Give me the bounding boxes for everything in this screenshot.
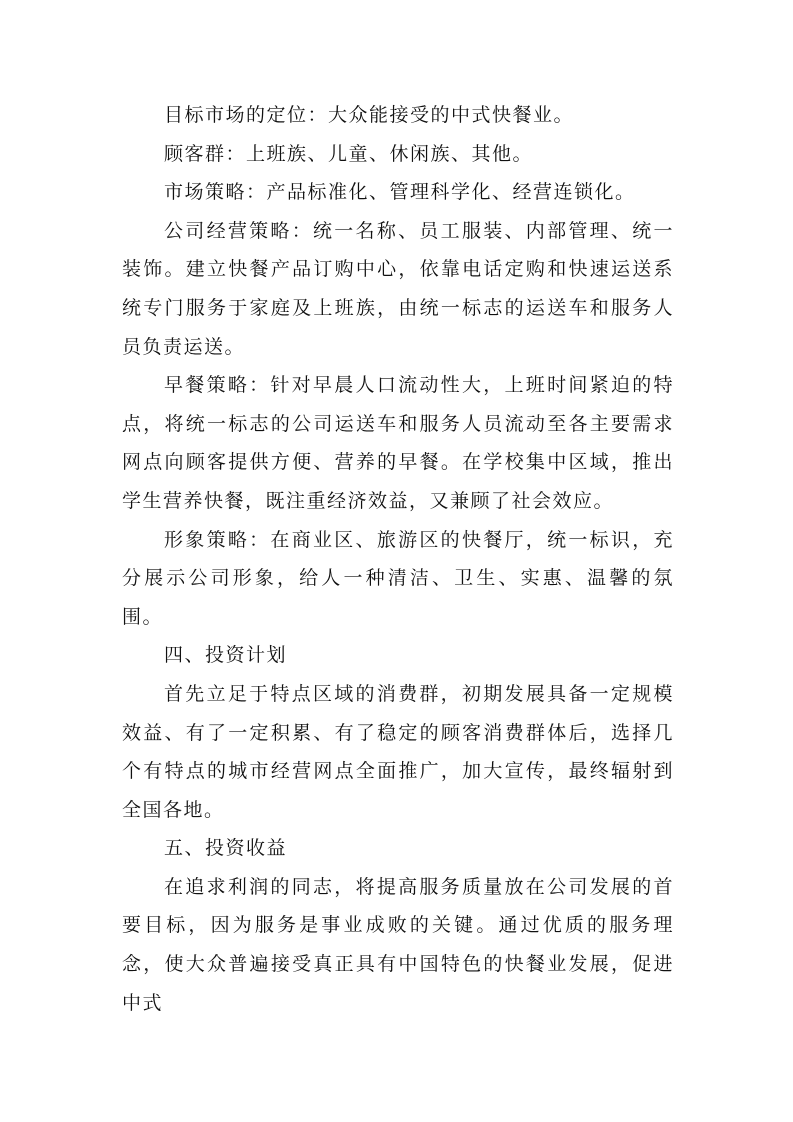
paragraph-customer-group: 顾客群：上班族、儿童、休闲族、其他。 [164, 142, 534, 165]
paragraph-target-market: 目标市场的定位：大众能接受的中式快餐业。 [164, 104, 575, 126]
paragraph-market-strategy: 市场策略：产品标准化、管理科学化、经营连锁化。 [164, 181, 636, 204]
paragraph-investment-plan: 首先立足于特点区域的消费群，初期发展具备一定规模效益、有了一定积累、有了稳定的顾客消费群体后，选择几个有特点的城市经营网点全面推广，加大宣传，最终辐射到全国各地。 [122, 682, 674, 821]
paragraph-investment-return: 在追求利润的同志，将提高服务质量放在公司发展的首要目标，因为服务是事业成败的关键。通过优质的服务理念，使大众普遍接受真正具有中国特色的快餐业发展，促进中式 [122, 875, 674, 1014]
document-page [122, 96, 674, 1022]
section-heading-investment-return: 五、投资收益 [164, 837, 288, 860]
paragraph-business-strategy: 公司经营策略：统一名称、员工服装、内部管理、统一装饰。建立快餐产品订购中心，依靠电话定购和快速运送系统专门服务于家庭及上班族，由统一标志的运送车和服务人员负责运送。 [122, 219, 674, 358]
paragraph-breakfast-strategy: 早餐策略：针对早晨人口流动性大，上班时间紧迫的特点，将统一标志的公司运送车和服务人员流动至各主要需求网点向顾客提供方便、营养的早餐。在学校集中区域，推出学生营养快餐，既注重经济效益，又兼顾了社会效应。 [122, 374, 674, 512]
paragraph-image-strategy: 形象策略：在商业区、旅游区的快餐厅，统一标识，充分展示公司形象，给人一种清洁、卫生、实惠、温馨的氛围。 [122, 528, 674, 628]
section-heading-investment-plan: 四、投资计划 [164, 644, 288, 667]
